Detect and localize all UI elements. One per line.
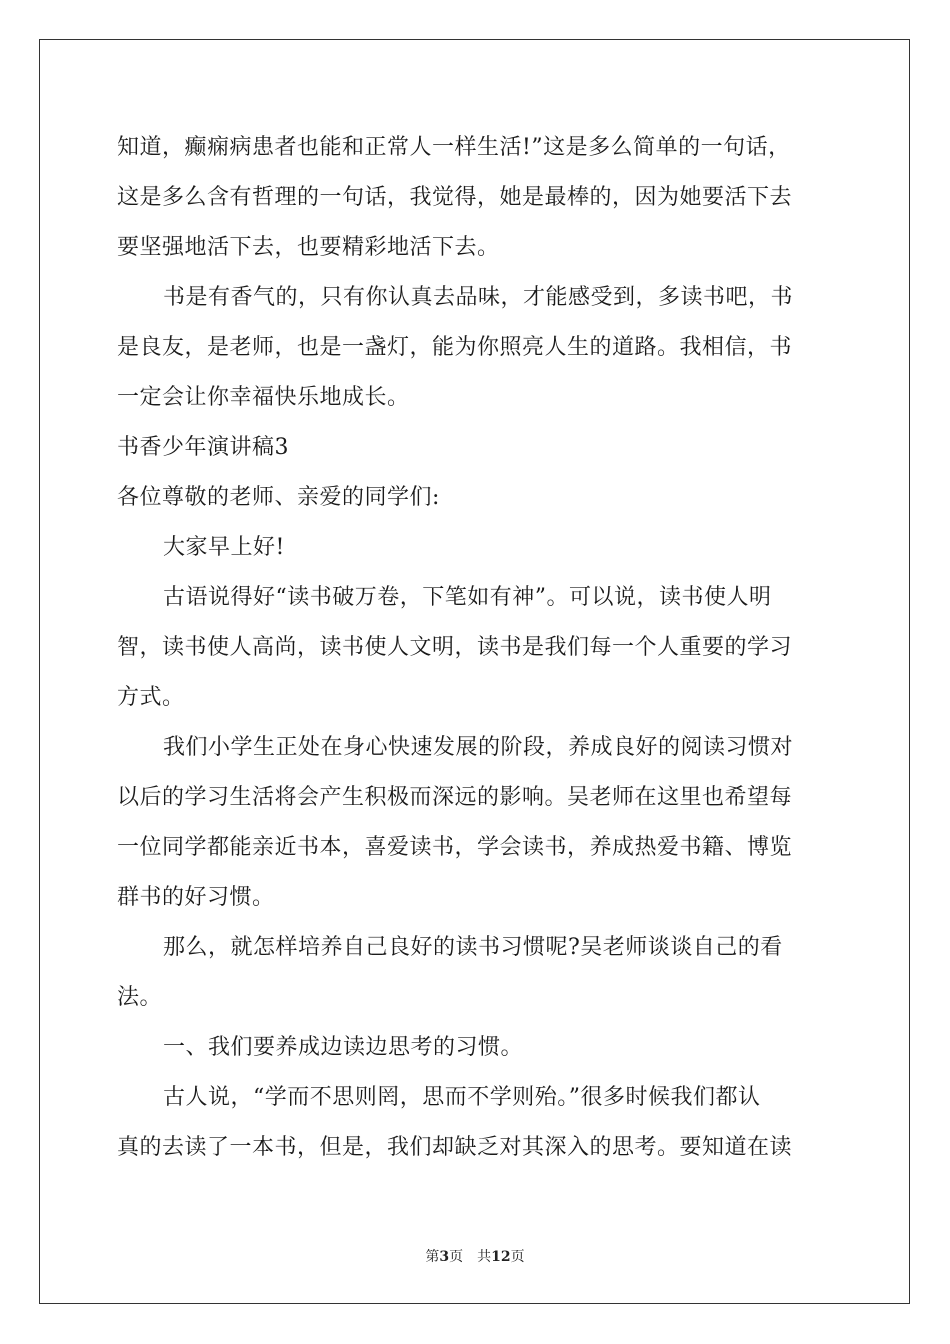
footer-prefix: 第 (425, 1249, 440, 1265)
footer-suffix: 页 (510, 1249, 525, 1265)
text-line: 真的去读了一本书，但是，我们却缺乏对其深入的思考。要知道在读 (117, 1135, 793, 1160)
page-number-current: 3 (439, 1249, 450, 1265)
text-line: 古语说得好“读书破万卷，下笔如有神”。可以说，读书使人明 (163, 585, 772, 610)
text-line: 我们小学生正处在身心快速发展的阶段，养成良好的阅读习惯对 (163, 735, 794, 760)
text-line: 知道，癫痫病患者也能和正常人一样生活!”这是多么简单的一句话， (117, 135, 791, 160)
text-line: 一定会让你幸福快乐地成长。 (117, 385, 410, 410)
text-line: 智，读书使人高尚，读书使人文明，读书是我们每一个人重要的学习 (117, 635, 793, 660)
text-line: 方式。 (117, 685, 185, 710)
text-line: 要坚强地活下去，也要精彩地活下去。 (117, 235, 500, 260)
page-number-total: 12 (491, 1249, 511, 1265)
text-line: 那么，就怎样培养自己良好的读书习惯呢?吴老师谈谈自己的看 (163, 935, 783, 960)
page-border (39, 39, 910, 1304)
text-line: 一位同学都能亲近书本，喜爱读书，学会读书，养成热爱书籍、博览 (117, 835, 793, 860)
text-line: 是良友，是老师，也是一盏灯，能为你照亮人生的道路。我相信，书 (117, 335, 793, 360)
text-line: 书是有香气的，只有你认真去品味，才能感受到，多读书吧，书 (163, 285, 794, 310)
greeting: 大家早上好! (163, 535, 285, 560)
text-line: 这是多么含有哲理的一句话，我觉得，她是最棒的，因为她要活下去 (117, 185, 793, 210)
text-line: 以后的学习生活将会产生积极而深远的影响。吴老师在这里也希望每 (117, 785, 793, 810)
text-line: 群书的好习惯。 (117, 885, 275, 910)
footer-mid: 页 共 (449, 1249, 492, 1265)
salutation: 各位尊敬的老师、亲爱的同学们: (117, 485, 440, 510)
section-heading: 书香少年演讲稿3 (117, 435, 289, 460)
page-footer (0, 1248, 950, 1266)
text-line: 法。 (117, 985, 163, 1010)
subheading: 一、我们要养成边读边思考的习惯。 (163, 1035, 524, 1060)
text-line: 古人说，“学而不思则罔，思而不学则殆。”很多时候我们都认 (163, 1085, 761, 1110)
